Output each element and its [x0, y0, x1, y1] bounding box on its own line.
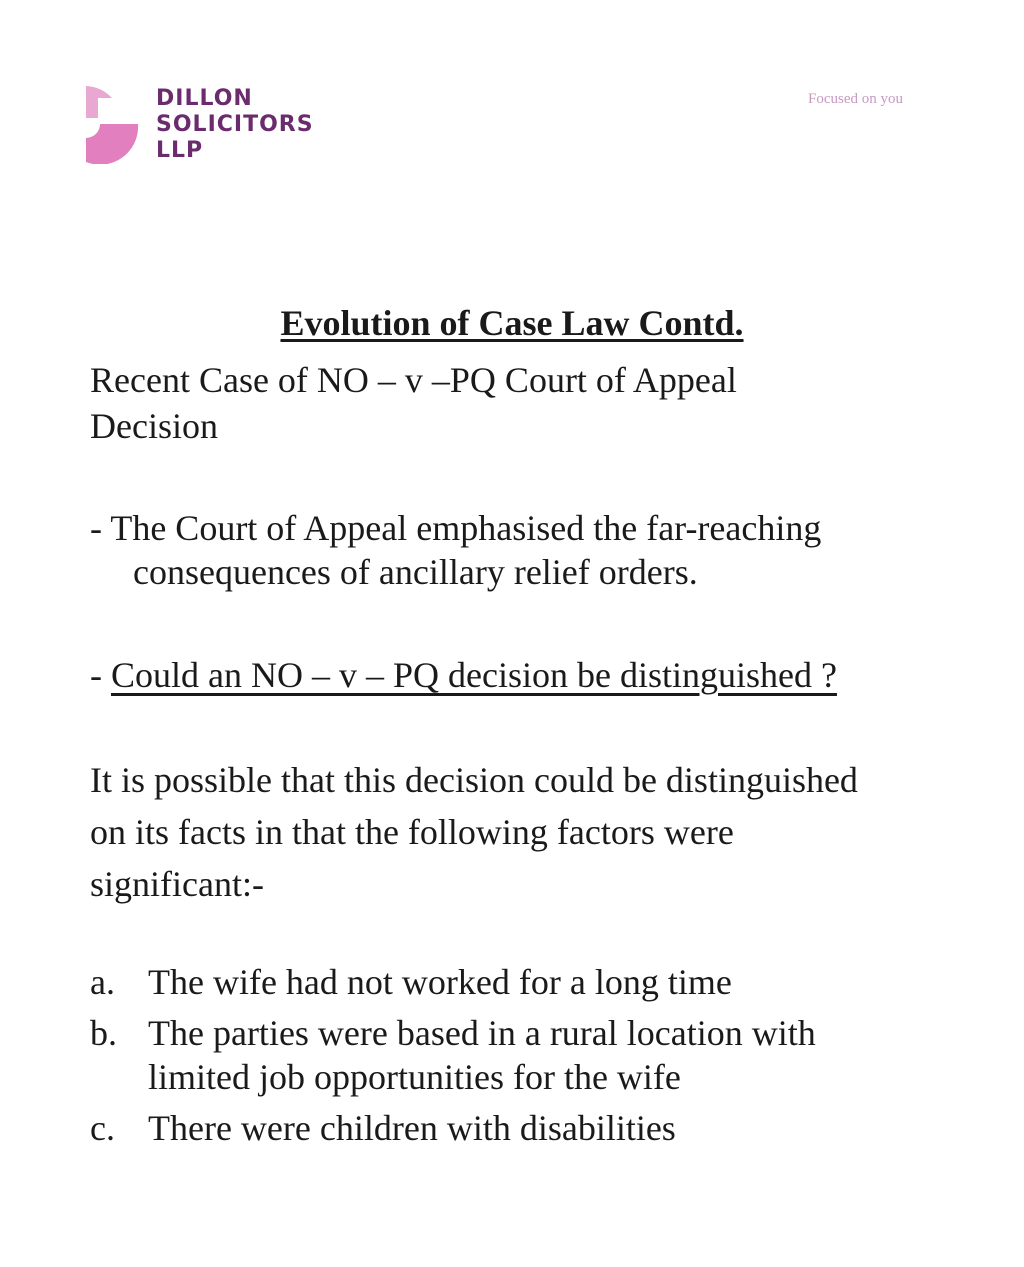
paragraph-line-3: significant:- [90, 864, 264, 904]
list-item-text: The parties were based in a rural location with [148, 1013, 816, 1053]
list-item-text-cont: limited job opportunities for the wife [148, 1057, 681, 1097]
list-item [90, 1011, 816, 1099]
bullet1-line-2: consequences of ancillary relief orders. [133, 552, 698, 592]
subtitle [90, 357, 737, 449]
subtitle-line-1: Recent Case of NO – v –PQ Court of Appeal [90, 360, 737, 400]
list-marker: c. [90, 1108, 115, 1148]
list-marker: a. [90, 962, 115, 1002]
paragraph-line-2: on its facts in that the following factors were [90, 812, 734, 852]
tagline: Focused on you [808, 91, 903, 107]
logo-line-dillon: DILLON [156, 86, 253, 111]
paragraph-line-1: It is possible that this decision could be distinguished [90, 760, 858, 800]
logo-wordmark [156, 86, 314, 164]
subtitle-line-2: Decision [90, 406, 218, 446]
bullet-distinguished-question [90, 652, 837, 698]
list-marker: b. [90, 1013, 117, 1053]
logo-line-llp: LLP [156, 138, 204, 163]
logo-line-solicitors: SOLICITORS [156, 112, 314, 137]
bullet-court-of-appeal [90, 506, 821, 594]
list-item [90, 1106, 816, 1150]
bullet2-prefix: - [90, 655, 111, 695]
bullet1-line-1: - The Court of Appeal emphasised the far-reaching [90, 508, 822, 548]
list-item [90, 960, 816, 1004]
page-title: Evolution of Case Law Contd. [280, 303, 744, 343]
paragraph [90, 754, 858, 910]
list-item-text: There were children with disabilities [148, 1108, 676, 1148]
factors-list [90, 960, 816, 1150]
bullet2-text: Could an NO – v – PQ decision be distinguished ? [111, 655, 837, 695]
list-item-text: The wife had not worked for a long time [148, 962, 732, 1002]
logo-mark-icon [86, 86, 138, 164]
